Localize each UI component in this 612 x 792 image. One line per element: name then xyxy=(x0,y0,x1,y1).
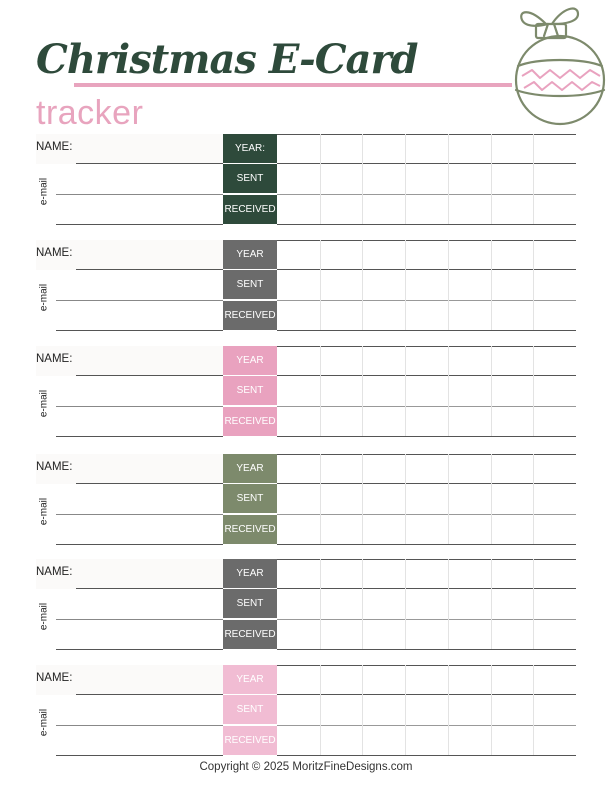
grid-top-line xyxy=(277,240,576,241)
grid-column-line xyxy=(491,134,492,224)
sent-label: SENT xyxy=(223,695,277,724)
tracker-block xyxy=(36,134,576,224)
year-label: YEAR xyxy=(223,454,277,483)
grid-row-line xyxy=(277,588,576,589)
grid-row-line xyxy=(277,436,576,437)
year-label: YEAR xyxy=(223,665,277,694)
grid-row-line xyxy=(277,649,576,650)
grid-column-line xyxy=(362,134,363,224)
grid-column-line xyxy=(362,240,363,330)
year-label: YEAR: xyxy=(223,134,277,163)
email-entry-line[interactable] xyxy=(56,619,223,620)
row-labels xyxy=(223,240,277,330)
tracking-grid[interactable] xyxy=(277,240,576,330)
row-labels xyxy=(223,559,277,649)
received-label: RECEIVED xyxy=(223,301,277,330)
grid-column-line xyxy=(533,346,534,436)
grid-column-line xyxy=(448,240,449,330)
year-label: YEAR xyxy=(223,240,277,269)
title-underline xyxy=(74,83,512,87)
grid-column-line xyxy=(320,240,321,330)
email-entry-line[interactable] xyxy=(56,755,223,756)
email-entry-line[interactable] xyxy=(56,300,223,301)
grid-column-line xyxy=(405,454,406,544)
tracking-grid[interactable] xyxy=(277,134,576,224)
email-entry-line[interactable] xyxy=(56,330,223,331)
tracker-block xyxy=(36,346,576,436)
email-label: e-mail xyxy=(38,389,50,418)
grid-row-line xyxy=(277,514,576,515)
email-entry-line[interactable] xyxy=(56,544,223,545)
grid-column-line xyxy=(533,665,534,755)
christmas-ornament-icon xyxy=(508,2,612,130)
sent-label: SENT xyxy=(223,589,277,618)
tracker-block xyxy=(36,665,576,755)
email-entry-line[interactable] xyxy=(56,406,223,407)
grid-column-line xyxy=(362,665,363,755)
grid-row-line xyxy=(277,619,576,620)
copyright-footer: Copyright © 2025 MoritzFineDesigns.com xyxy=(199,761,413,773)
grid-column-line xyxy=(405,240,406,330)
page-subtitle: tracker xyxy=(36,94,144,132)
received-label: RECEIVED xyxy=(223,407,277,436)
grid-row-line xyxy=(277,163,576,164)
email-entry-line[interactable] xyxy=(56,224,223,225)
grid-column-line xyxy=(533,240,534,330)
grid-column-line xyxy=(320,346,321,436)
email-entry-line[interactable] xyxy=(56,725,223,726)
grid-column-line xyxy=(405,665,406,755)
page-title: Christmas E-Card xyxy=(36,36,418,83)
grid-column-line xyxy=(320,134,321,224)
grid-column-line xyxy=(533,559,534,649)
sent-label: SENT xyxy=(223,376,277,405)
year-label: YEAR xyxy=(223,559,277,588)
sent-label: SENT xyxy=(223,270,277,299)
email-label: e-mail xyxy=(38,497,50,526)
grid-row-line xyxy=(277,194,576,195)
received-label: RECEIVED xyxy=(223,515,277,544)
grid-column-line xyxy=(362,559,363,649)
row-labels xyxy=(223,454,277,544)
grid-column-line xyxy=(362,454,363,544)
grid-row-line xyxy=(277,755,576,756)
grid-row-line xyxy=(277,544,576,545)
grid-row-line xyxy=(277,725,576,726)
grid-column-line xyxy=(320,454,321,544)
row-labels xyxy=(223,665,277,755)
grid-top-line xyxy=(277,559,576,560)
email-label: e-mail xyxy=(38,283,50,312)
tracker-block xyxy=(36,240,576,330)
tracking-grid[interactable] xyxy=(277,454,576,544)
email-entry-line[interactable] xyxy=(56,649,223,650)
grid-column-line xyxy=(448,346,449,436)
name-entry-line[interactable] xyxy=(76,694,223,695)
grid-column-line xyxy=(448,134,449,224)
grid-column-line xyxy=(533,454,534,544)
name-entry-line[interactable] xyxy=(76,269,223,270)
grid-top-line xyxy=(277,454,576,455)
name-label: NAME: xyxy=(36,353,73,365)
received-label: RECEIVED xyxy=(223,195,277,224)
row-labels xyxy=(223,346,277,436)
tracking-grid[interactable] xyxy=(277,346,576,436)
name-entry-line[interactable] xyxy=(76,375,223,376)
sent-label: SENT xyxy=(223,484,277,513)
name-label: NAME: xyxy=(36,141,73,153)
grid-row-line xyxy=(277,330,576,331)
tracking-grid[interactable] xyxy=(277,665,576,755)
row-labels xyxy=(223,134,277,224)
name-label: NAME: xyxy=(36,672,73,684)
received-label: RECEIVED xyxy=(223,620,277,649)
email-label: e-mail xyxy=(38,708,50,737)
email-entry-line[interactable] xyxy=(56,194,223,195)
grid-column-line xyxy=(320,559,321,649)
grid-column-line xyxy=(405,134,406,224)
grid-column-line xyxy=(405,346,406,436)
sent-label: SENT xyxy=(223,164,277,193)
grid-row-line xyxy=(277,300,576,301)
grid-top-line xyxy=(277,346,576,347)
grid-column-line xyxy=(448,559,449,649)
email-entry-line[interactable] xyxy=(56,514,223,515)
name-label: NAME: xyxy=(36,566,73,578)
grid-column-line xyxy=(320,665,321,755)
grid-column-line xyxy=(491,559,492,649)
grid-column-line xyxy=(491,346,492,436)
grid-column-line xyxy=(491,665,492,755)
grid-top-line xyxy=(277,134,576,135)
grid-column-line xyxy=(448,665,449,755)
grid-column-line xyxy=(362,346,363,436)
grid-row-line xyxy=(277,224,576,225)
year-label: YEAR xyxy=(223,346,277,375)
grid-row-line xyxy=(277,483,576,484)
grid-row-line xyxy=(277,406,576,407)
email-label: e-mail xyxy=(38,602,50,631)
grid-top-line xyxy=(277,665,576,666)
name-entry-line[interactable] xyxy=(76,588,223,589)
email-label: e-mail xyxy=(38,177,50,206)
grid-column-line xyxy=(448,454,449,544)
grid-column-line xyxy=(491,454,492,544)
grid-column-line xyxy=(533,134,534,224)
tracking-grid[interactable] xyxy=(277,559,576,649)
name-label: NAME: xyxy=(36,247,73,259)
grid-row-line xyxy=(277,694,576,695)
tracker-block xyxy=(36,454,576,544)
grid-row-line xyxy=(277,375,576,376)
received-label: RECEIVED xyxy=(223,726,277,755)
grid-column-line xyxy=(491,240,492,330)
tracker-block xyxy=(36,559,576,649)
grid-column-line xyxy=(405,559,406,649)
name-entry-line[interactable] xyxy=(76,483,223,484)
grid-row-line xyxy=(277,269,576,270)
name-label: NAME: xyxy=(36,461,73,473)
email-entry-line[interactable] xyxy=(56,436,223,437)
name-entry-line[interactable] xyxy=(76,163,223,164)
